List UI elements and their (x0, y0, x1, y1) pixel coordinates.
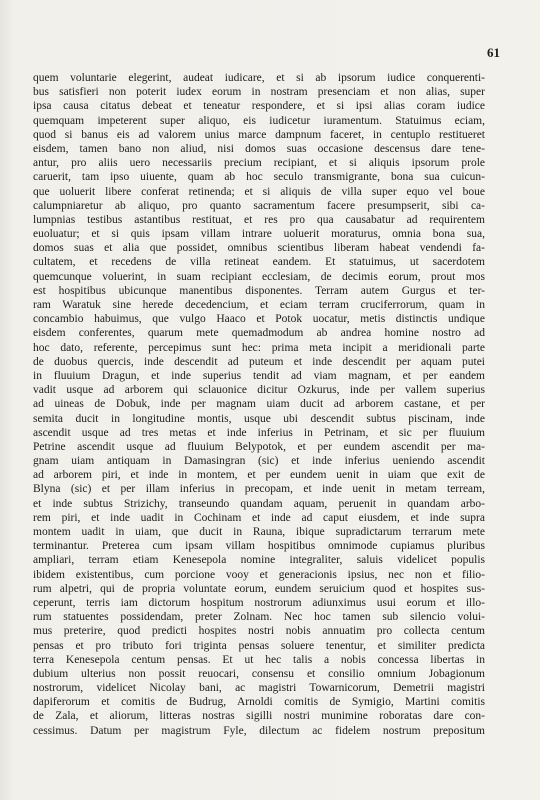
text-line: ad arborem piri, et inde in montem, et per eundem uenit in uiam que exit de (33, 469, 485, 482)
text-line: ram Waratuk sine herede decedencium, et eciam terram cruciferrorum, quam in (33, 299, 485, 311)
text-line: montem uadit in uiam, que ducit in Rauna, ibique supradictarum terrarum mete (33, 526, 485, 538)
text-line: est hospitibus ubicunque manentibus disponentes. Terram autem Gurgus et ter- (33, 284, 485, 297)
text-line: cultatem, et recedens de villa retineat eandem. Et statuimus, ut sacerdotem (33, 256, 485, 269)
text-line: euoluatur; et si quis ipsam villam intrare uoluerit moraturus, omnia bona sua, (33, 228, 485, 241)
text-line: rum statuentes possidendam, preter Zolnam. Nec hoc tamen sub silencio volui- (33, 611, 485, 624)
text-line: rem piri, et inde uadit in Cochinam et inde ad caput eiusdem, et inde supra (33, 511, 485, 524)
text-line: ceperunt, terris iam dictorum hospitum nostrorum adiunximus usui eorum et illo- (33, 596, 485, 609)
text-line: mus preterire, quod predicti hospites nostri nobis annuatim pro collecta centum (33, 625, 485, 638)
page-number: 61 (487, 45, 500, 60)
text-line: de duobus quercis, inde descendit ad puteum et inde descendit per aquam putei (33, 355, 485, 368)
body-text (33, 71, 485, 738)
text-line: antur, pro aliis uero necessariis precium recipiant, et si aliquis ipsorum prole (33, 157, 485, 170)
text-line: semita ducit in longitudine montis, usque ubi descendit subtus piscinam, inde (33, 412, 485, 425)
text-line: Petrine ascendit usque ad fluuium Belypotok, et per eundem ascendit per ma- (33, 440, 485, 453)
text-line: in fluuium Dragun, et inde superius tendit ad viam magnam, et per eandem (33, 369, 485, 382)
text-line: lumpnias testibus astantibus restituat, et res pro qua causabatur ad requirentem (33, 213, 485, 226)
text-line: Blyna (sic) et per illam inferius in precopam, et inde uenit in metam terream, (33, 483, 485, 496)
text-line: ipsa causa citatus debeat et teneatur respondere, et si ipsi alias coram iudice (33, 100, 485, 113)
text-line: eisdem conferentes, quarum mete quemadmodum ab andrea homine nostro ad (33, 327, 485, 340)
text-line: terminantur. Preterea cum ipsam villam hospitibus omnimode cupiamus pluribus (33, 540, 485, 553)
text-line: vadit usque ad arborem qui sclauonice dicitur Ozkurus, inde per vallem superius (33, 384, 485, 397)
text-line: ad uineas de Dobuk, inde per magnam uiam ducit ad arborem castane, et per (33, 398, 485, 411)
text-line: domos suas et alia que possidet, omnibus scientibus liberam habeat vendendi fa- (33, 242, 485, 255)
text-line: et inde subtus Strizichy, transeundo quandam aquam, peruenit in quandam arbo- (33, 497, 485, 510)
text-line: quemcunque voluerint, in suam recipiant ecclesiam, de decimis eorum, prout mos (33, 270, 485, 283)
text-line: quod si banus eis ad valorem unius marce dampnum faceret, in centuplo restitueret (33, 128, 485, 141)
text-line: rum alpetri, qui de propria voluntate eorum, eundem seruicium quod et hospites sus- (33, 582, 485, 595)
text-line: ascendit usque ad tres metas et inde inferius in Petrinam, et sic per fluuium (33, 426, 485, 439)
text-line: quemquam impeterent super aliquo, eis iudicetur iuramentum. Statuimus eciam, (33, 114, 485, 127)
text-line: dapiferorum et comitis de Budrug, Arnoldi comitis de Symigio, Martini comitis (33, 696, 485, 709)
text-line: que uoluerit libere conferat retinenda; et si aliquis de villa super equo vel boue (33, 185, 485, 198)
text-line: quem voluntarie elegerint, audeat iudicare, et si ab ipsorum iudice conquerenti- (33, 72, 485, 84)
text-line: calumpniaretur ab aliquo, pro quanto sacramentum facere presumpserit, sibi ca- (33, 199, 485, 212)
text-line: concambio habuimus, que vulgo Haaco et Potok uocatur, metis distinctis undique (33, 313, 485, 326)
text-line: cessimus. Datum per magistrum Fyle, dilectum ac fidelem nostrum prepositum (33, 724, 485, 737)
text-line: bus satisfieri non poterit iudex eorum in nostram presenciam et non alias, super (33, 86, 485, 99)
text-line: nostrorum, videlicet Nicolay bani, ac magistri Towarnicorum, Demetrii magistri (33, 682, 485, 695)
text-line: ampliari, terram etiam Kenesepola nomine integraliter, saluis videlicet populis (33, 554, 485, 567)
text-line: hoc dato, referente, percepimus sunt hec: prima meta incipit a meridionali parte (33, 341, 485, 354)
text-line: gnam uiam antiquam in Damasingran (sic) et inde inferius ueniendo ascendit (33, 455, 485, 468)
text-line: pensas et pro tributo fori triginta pensas soluere tenentur, et similiter predicta (33, 639, 485, 652)
text-line: terra Kenesepola centum pensas. Et ut hec talis a nobis concessa libertas in (33, 653, 485, 666)
text-line: de Zala, et aliorum, litteras nostras sigilli nostri munimine roboratas dare con- (33, 710, 485, 723)
text-line: caruerit, tam ipso uiuente, quam ab hoc seculo transmigrante, bona sua cuicun- (33, 171, 485, 184)
text-line: ibidem existentibus, cum porcione vooy et generacionis ipsius, nec non et filio- (33, 568, 485, 581)
text-line: eisdem, tamen bano non aliud, nisi domos suas occasione descensus dare tene- (33, 142, 485, 155)
text-line: dubium ulterius non possit reuocari, consensu et consilio omnium Jobagionum (33, 667, 485, 680)
